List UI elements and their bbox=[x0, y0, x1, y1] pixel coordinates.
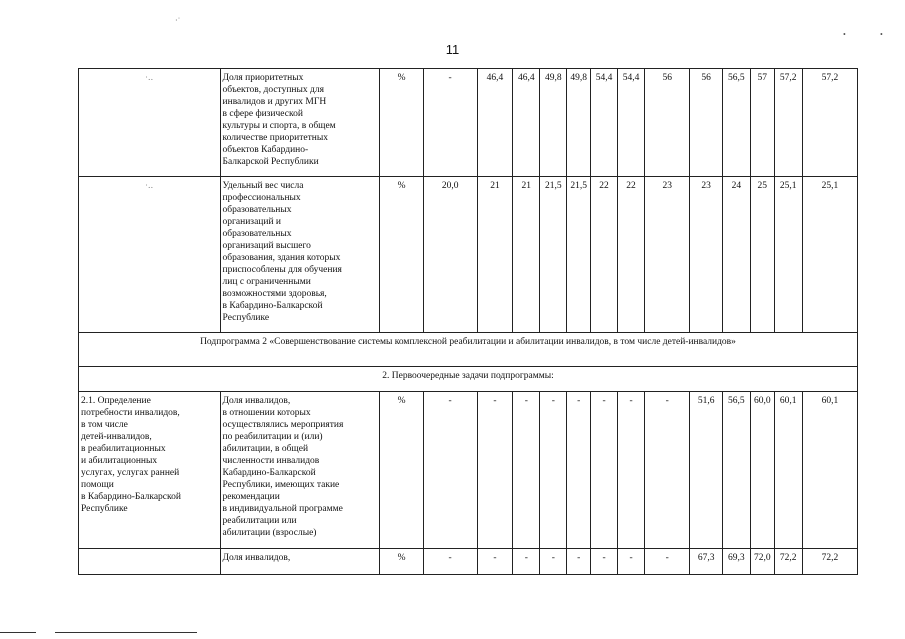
indicator-cell: Удельный вес числа профессиональных образовательных организаций и образовательных организаций высшего образования, здания которых приспособлены для обучения лиц с ограниченными возможностями здоровья, в Кабардино-Балкарской Республике bbox=[220, 177, 380, 333]
value-cell: - bbox=[540, 549, 567, 575]
value-cell: 46,4 bbox=[513, 69, 540, 177]
value-cell: 60,1 bbox=[802, 392, 857, 549]
indicator-cell: Доля приоритетных объектов, доступных для инвалидов и других МГН в сфере физической культуры и спорта, в общем количестве приоритетных объектов Кабардино- Балкарской Республики bbox=[220, 69, 380, 177]
scan-speck: ·˙ bbox=[175, 16, 181, 25]
value-cell: - bbox=[645, 549, 690, 575]
value-cell: - bbox=[567, 549, 591, 575]
value-cell: 22 bbox=[618, 177, 645, 333]
value-cell: - bbox=[645, 392, 690, 549]
value-cell: - bbox=[540, 392, 567, 549]
value-cell: 21,5 bbox=[540, 177, 567, 333]
value-cell: 25,1 bbox=[774, 177, 802, 333]
scan-mark: ·‥ bbox=[145, 73, 154, 82]
value-cell: - bbox=[591, 392, 618, 549]
value-cell: - bbox=[567, 392, 591, 549]
value-cell: 22 bbox=[591, 177, 618, 333]
value-cell: 24 bbox=[722, 177, 750, 333]
indicators-table bbox=[78, 68, 858, 575]
footer-rule bbox=[0, 632, 36, 633]
scan-mark: ·‥ bbox=[145, 181, 154, 190]
value-cell: 21,5 bbox=[567, 177, 591, 333]
subprogram-row bbox=[79, 333, 858, 367]
value-cell: 54,4 bbox=[591, 69, 618, 177]
value-cell: - bbox=[423, 392, 477, 549]
scan-speck: • bbox=[843, 30, 846, 39]
task-cell: 2.1. Определение потребности инвалидов, в том числе детей-инвалидов, в реабилитационных и абилитационных услугах, услугах ранней помощи в Кабардино-Балкарской Республике bbox=[79, 392, 221, 549]
value-cell: 21 bbox=[477, 177, 513, 333]
value-cell: 72,2 bbox=[802, 549, 857, 575]
value-cell: - bbox=[423, 69, 477, 177]
task-cell bbox=[79, 549, 221, 575]
tasks-heading-row bbox=[79, 367, 858, 392]
tasks-heading: 2. Первоочередные задачи подпрограммы: bbox=[79, 367, 858, 392]
task-cell bbox=[79, 177, 221, 333]
table-row bbox=[79, 177, 858, 333]
task-cell bbox=[79, 69, 221, 177]
value-cell: 49,8 bbox=[567, 69, 591, 177]
unit-cell: % bbox=[380, 392, 423, 549]
value-cell: 25 bbox=[750, 177, 774, 333]
table-row bbox=[79, 69, 858, 177]
unit-cell: % bbox=[380, 69, 423, 177]
indicator-cell: Доля инвалидов, в отношении которых осуществлялись мероприятия по реабилитации и (или) абилитации, в общей численности инвалидов Кабардино-Балкарской Республики, имеющих такие рекомендации в индивидуальной программе реабилитации или абилитации (взрослые) bbox=[220, 392, 380, 549]
value-cell: 23 bbox=[690, 177, 722, 333]
value-cell: 46,4 bbox=[477, 69, 513, 177]
unit-cell: % bbox=[380, 549, 423, 575]
value-cell: 60,1 bbox=[774, 392, 802, 549]
value-cell: 49,8 bbox=[540, 69, 567, 177]
value-cell: - bbox=[618, 392, 645, 549]
value-cell: 56,5 bbox=[722, 69, 750, 177]
value-cell: 72,2 bbox=[774, 549, 802, 575]
value-cell: 56 bbox=[690, 69, 722, 177]
value-cell: 20,0 bbox=[423, 177, 477, 333]
value-cell: 23 bbox=[645, 177, 690, 333]
table-row bbox=[79, 549, 858, 575]
footer-rule bbox=[55, 632, 197, 633]
value-cell: 56 bbox=[645, 69, 690, 177]
value-cell: 57,2 bbox=[802, 69, 857, 177]
value-cell: 67,3 bbox=[690, 549, 722, 575]
value-cell: 57 bbox=[750, 69, 774, 177]
value-cell: 21 bbox=[513, 177, 540, 333]
value-cell: 54,4 bbox=[618, 69, 645, 177]
value-cell: 69,3 bbox=[722, 549, 750, 575]
value-cell: - bbox=[477, 549, 513, 575]
value-cell: - bbox=[513, 392, 540, 549]
subprogram-title: Подпрограмма 2 «Совершенствование системы комплексной реабилитации и абилитации инвалидов, в том числе детей-инвалидов» bbox=[79, 333, 858, 367]
value-cell: 51,6 bbox=[690, 392, 722, 549]
table-row bbox=[79, 392, 858, 549]
value-cell: 60,0 bbox=[750, 392, 774, 549]
value-cell: - bbox=[423, 549, 477, 575]
value-cell: - bbox=[591, 549, 618, 575]
page-number: 11 bbox=[445, 42, 460, 57]
value-cell: - bbox=[513, 549, 540, 575]
value-cell: 56,5 bbox=[722, 392, 750, 549]
value-cell: - bbox=[477, 392, 513, 549]
scan-speck: • bbox=[880, 30, 883, 39]
value-cell: 72,0 bbox=[750, 549, 774, 575]
value-cell: 25,1 bbox=[802, 177, 857, 333]
unit-cell: % bbox=[380, 177, 423, 333]
indicator-cell: Доля инвалидов, bbox=[220, 549, 380, 575]
value-cell: 57,2 bbox=[774, 69, 802, 177]
value-cell: - bbox=[618, 549, 645, 575]
